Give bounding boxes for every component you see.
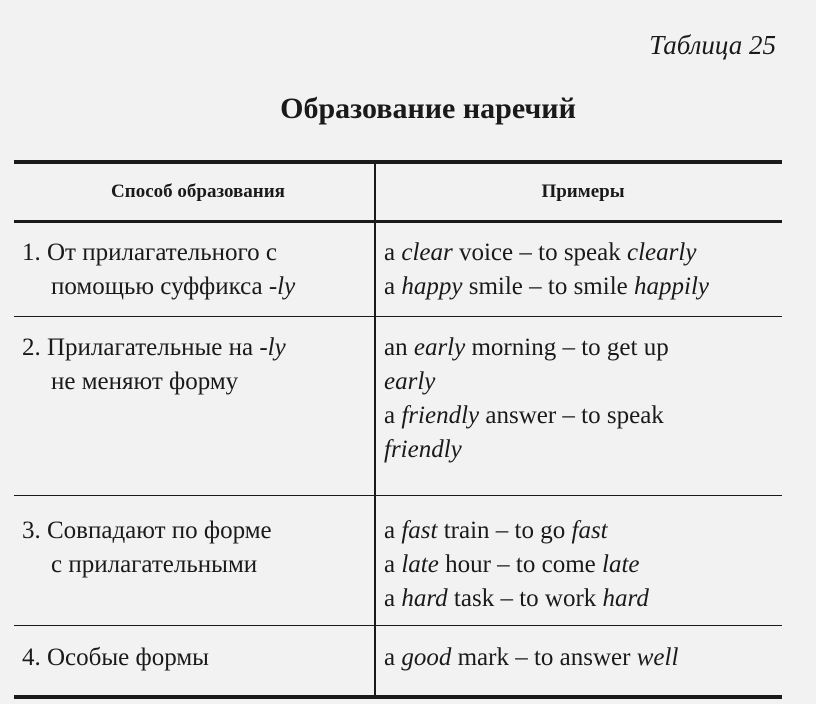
method-line: 1. От прилагательного с: [22, 239, 278, 266]
method-line: 3. Совпадают по форме: [22, 517, 272, 544]
method-cell: [14, 223, 376, 316]
example-line: an early morning – to get up: [384, 334, 669, 361]
header-examples: Примеры: [541, 181, 625, 202]
example-line: early: [384, 368, 436, 395]
table-row: [14, 496, 782, 626]
example-line: a happy smile – to smile happily: [384, 273, 709, 300]
examples-cell: [376, 626, 782, 695]
method-text: помощью суффикса -ly: [51, 273, 296, 300]
examples-cell: [376, 317, 782, 495]
method-cell: [14, 496, 376, 625]
page-title: Образование наречий: [280, 92, 576, 125]
method-line: 2. Прилагательные на -ly: [22, 334, 286, 361]
table-row: [14, 626, 782, 695]
example-line: a good mark – to answer well: [384, 644, 679, 671]
example-line: a fast train – to go fast: [384, 517, 608, 544]
method-line: не меняют форму: [51, 368, 239, 395]
method-line: с прилагательными: [51, 551, 258, 578]
example-line: a hard task – to work hard: [384, 585, 649, 612]
header-method: Способ образования: [14, 164, 376, 220]
examples-cell: [376, 223, 782, 316]
example-line: friendly: [384, 436, 462, 463]
method-cell: [14, 626, 376, 695]
examples-cell: [376, 496, 782, 625]
table-row: [14, 317, 782, 496]
table-row: [14, 223, 782, 317]
example-line: a clear voice – to speak clearly: [384, 239, 697, 266]
example-line: a friendly answer – to speak: [384, 402, 664, 429]
method-line: 4. Особые формы: [22, 644, 209, 671]
method-line: [22, 270, 374, 304]
adverb-formation-table: [14, 160, 782, 699]
example-line: a late hour – to come late: [384, 551, 640, 578]
table-caption: Таблица 25: [649, 30, 776, 60]
method-cell: [14, 317, 376, 495]
table-header: [14, 164, 782, 223]
